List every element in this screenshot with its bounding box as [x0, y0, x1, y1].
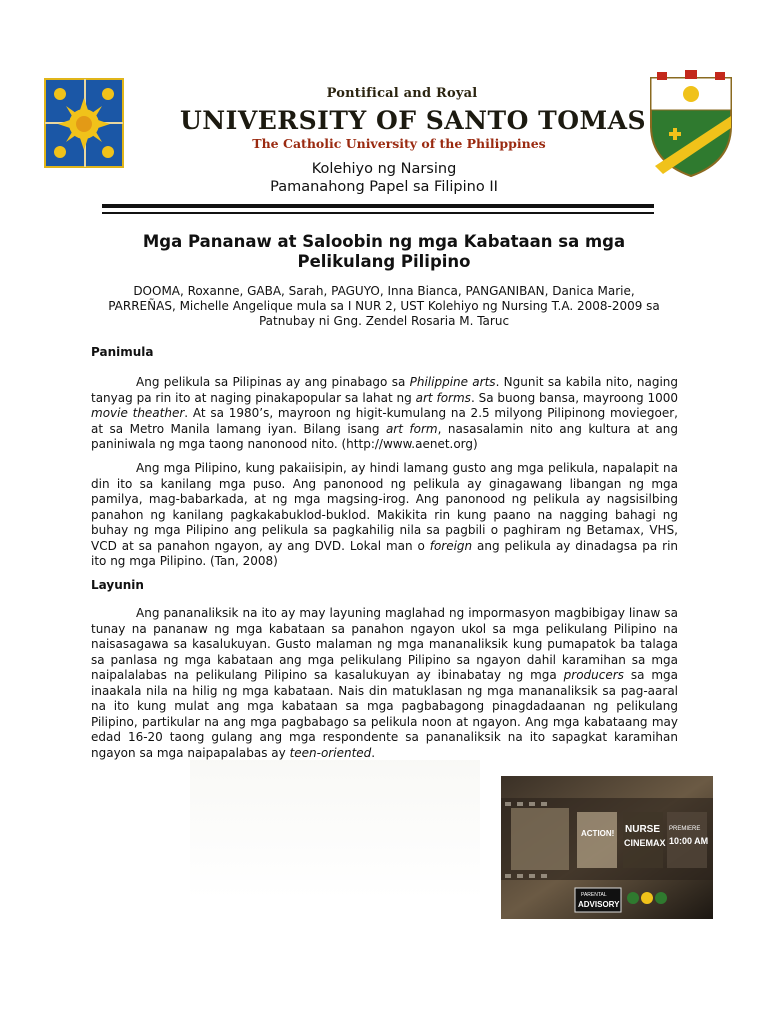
authors-line-2: PARREÑAS, Michelle Angelique mula sa I NUR 2, UST Kolehiyo ng Nursing T.A. 2008-2009 sa [108, 299, 660, 313]
paper-title [96, 232, 672, 272]
p1-italic-b: Philippine arts [409, 375, 496, 389]
college-name: Kolehiyo ng Narsing [311, 161, 457, 177]
authors-block [90, 284, 678, 329]
p2-text-a: Ang mga Pilipino, kung pakaiisipin, ay hindi lamang gusto ang mga pelikula, napalapit na din ito sa kanilang mga puso. Ang panonood ng pelikula ay ginagawang libangan ng mga pamilya, mag-babarkada, at ng mga magsing-irog. Ang panonood ng pelikula ay nagsisilbing panahon ng kanilang pagkakabuklod-buklod. Makikita rin kung paano na nagging bahagi ng buhay ng mga Pilipino ang pelikula sa pagkahilig nila sa pagbili o paghiram ng Betamax, VHS, VCD at sa panahon ngayon, ay ang DVD. Lokal man o [91, 461, 678, 553]
university-header [150, 86, 647, 151]
poster-nurse-text: NURSE [625, 824, 661, 835]
poster-graphic [501, 776, 713, 919]
ust-seal-logo [44, 78, 124, 168]
p3-text-e: . [371, 745, 376, 760]
p3-text-c: sa mga inaakala nila na hilig ng mga kabataan. Nais din matuklasan ng mga mananaliksik sa pag-aaral na ito kung mulat ang mga kabataan sa mga pagbabagong pinagdadaanan ng pelikulang Pilipino, partikular na ang mga pagbabago sa pelikula noon at ngayon. Ang mga kabataang may edad 16-20 taong gulang ang mga respondente sa pananaliksik na ito sapagkat karamihan ngayon sa mga naipapalabas ay [91, 668, 678, 760]
paragraph-3 [91, 606, 678, 761]
paper-name: Pamanahong Papel sa Filipino II [270, 179, 498, 195]
poster-premiere-text: PREMIERE [669, 826, 701, 832]
p1-text-i: , nasasalamin nito ang kultura at ang paniniwala ng mga taong nanonood nito. (http://www.aenet.org) [91, 421, 678, 451]
authors-line-1: DOOMA, Roxanne, GABA, Sarah, PAGUYO, Inna Bianca, PANGANIBAN, Danica Marie, [133, 284, 635, 298]
poster-time-text: 10:00 AM [669, 836, 709, 846]
authors-line-3: Patnubay ni Gng. Zendel Rosaria M. Taruc [258, 314, 510, 328]
title-line-1: Mga Pananaw at Saloobin ng mga Kabataan sa mga [142, 232, 626, 251]
p1-text-e: . Sa buong bansa, mayroong 1000 [470, 390, 679, 405]
section-heading-panimula: Panimula [91, 345, 154, 359]
poster-cinemax-text: CINEMAX [624, 838, 666, 848]
faint-background-watermark [190, 760, 480, 900]
header-rule-thick [102, 204, 654, 208]
p1-text-g: . At sa 1980’s, mayroon ng higit-kumulang na 2.5 milyong Pilipinong moviegoer, at sa Metro Manila lamang iyan. Bilang isang [91, 406, 678, 436]
header-rule-thin [102, 212, 654, 214]
paragraph-1 [91, 375, 678, 453]
poster-action-text: ACTION! [581, 829, 615, 838]
p1-italic-f: movie theather [91, 406, 185, 420]
movie-poster-image [501, 776, 713, 919]
university-name: UNIVERSITY OF SANTO TOMAS [180, 106, 647, 135]
poster-advisory-text: ADVISORY [578, 900, 620, 909]
p3-italic-d: teen-oriented [289, 745, 372, 760]
pontifical-label: Pontifical and Royal [326, 86, 478, 101]
p2-italic-b: foreign [429, 538, 473, 553]
poster-advisory-top: PARENTAL [581, 892, 607, 898]
title-line-2: Pelikulang Pilipino [297, 252, 471, 271]
p2-text-c: ang pelikula ay dinadagsa pa rin ito ng mga Pilipino. (Tan, 2008) [91, 538, 679, 568]
paragraph-2 [91, 461, 678, 570]
p1-text-a: Ang pelikula sa Pilipinas ay ang pinabago sa [136, 375, 410, 389]
p1-italic-h: art form [385, 421, 438, 436]
p1-italic-d: art forms [415, 390, 471, 405]
nursing-crest-logo [645, 70, 737, 178]
college-info [150, 160, 618, 196]
section-heading-layunin: Layunin [91, 578, 144, 592]
p3-text-a: Ang pananaliksik na ito ay may layuning maglahad ng impormasyon magbibigay linaw sa tunay na pananaw ng mga kabataan sa panahon ngayon ukol sa mga pelikulang Pilipino na naisasagawa sa kasalukuyan. Gusto malaman ng mga mananaliksik kung pumapatok ba talaga sa panlasa ng mga kabataan ang mga pelikulang Pilipino sa ngayon dahil karamihan sa mga naipalalabas na pelikulang Pilipino sa kasalukuyan ay ibinabatay ng mga [91, 606, 678, 682]
p1-text-c: . Ngunit sa kabila nito, naging tanyag pa rin ito at naging pinakapopular sa lahat ng [91, 375, 678, 405]
p3-italic-b: producers [563, 668, 624, 682]
catholic-university-label: The Catholic University of the Philippines [252, 136, 546, 151]
